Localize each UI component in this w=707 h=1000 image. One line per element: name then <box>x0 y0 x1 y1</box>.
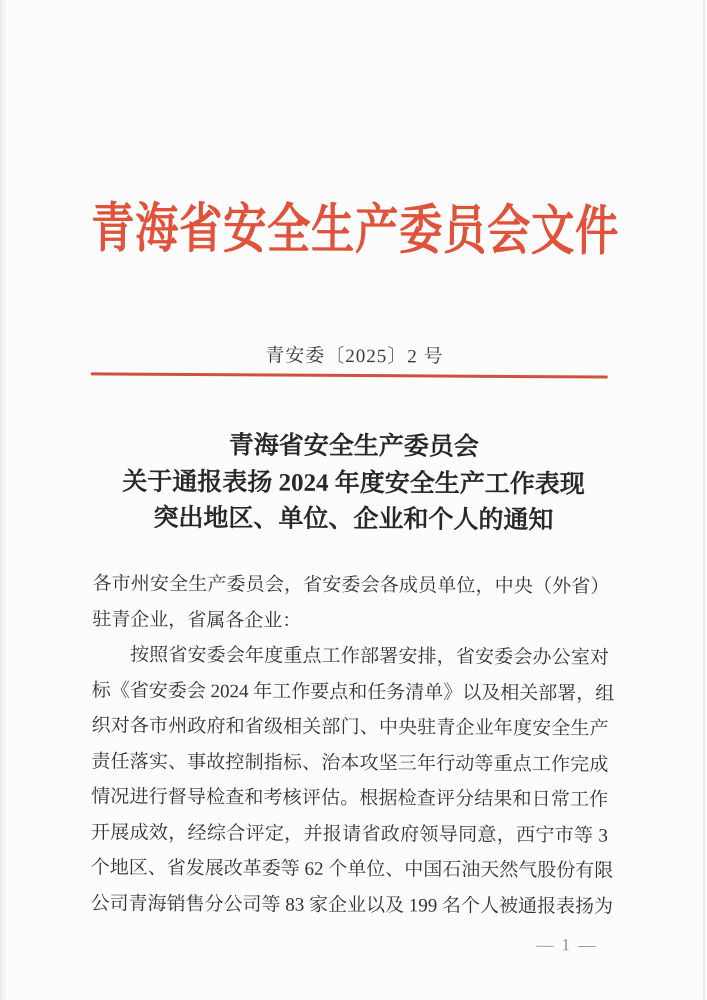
body-line: 各市州安全生产委员会，省安委会各成员单位，中央（外省） <box>92 573 610 598</box>
document-title-line: 关于通报表扬 2024 年度安全生产工作表现 <box>122 468 585 498</box>
document-title <box>0 427 707 541</box>
body-line: 驻青企业，省属各企业： <box>92 608 302 632</box>
document-title-line: 突出地区、单位、企业和个人的通知 <box>153 504 554 535</box>
body-line: 织对各市州政府和省级相关部门、中央驻青企业年度安全生产 <box>91 715 609 740</box>
body-line: 按照省安委会年度重点工作部署安排，省安委会办公室对 <box>129 644 610 669</box>
document-header-title: 青海省安全生产委员会文件 <box>90 198 620 262</box>
red-separator-line <box>91 372 608 378</box>
document-number: 青安委〔2025〕2 号 <box>265 345 444 368</box>
body-text <box>90 566 615 924</box>
body-line: 标《省安委会 2024 年工作要点和任务清单》以及相关部署，组 <box>91 679 615 705</box>
body-line: 公司青海销售分公司等 83 家企业以及 199 名个人被通报表扬为 <box>90 892 614 918</box>
body-line: 个地区、省发展改革委等 62 个单位、中国石油天然气股份有限 <box>90 857 614 882</box>
body-line: 责任落实、事故控制指标、治本攻坚三年行动等重点工作完成 <box>91 750 609 776</box>
body-line: 情况进行督导检查和考核评估。根据检查评分结果和日常工作 <box>91 786 609 811</box>
page-number: — 1 — <box>536 935 598 955</box>
body-line: 开展成效，经综合评定，并报请省政府领导同意，西宁市等 3 <box>90 821 609 847</box>
document-title-line: 青海省安全生产委员会 <box>228 432 479 461</box>
